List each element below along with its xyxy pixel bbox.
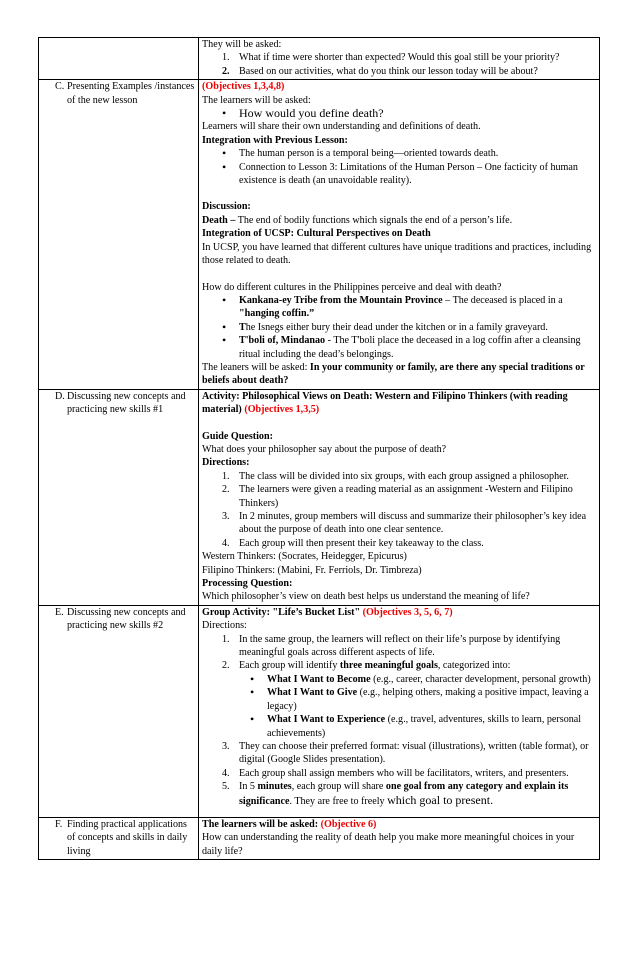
section-heading: Guide Question: bbox=[202, 430, 273, 442]
row-label-text: Discussing new concepts and practicing new skills #2 bbox=[67, 606, 186, 632]
section-heading: Integration with Previous Lesson: bbox=[202, 134, 348, 146]
row-f bbox=[39, 817, 600, 859]
bullet-icon: • bbox=[250, 685, 255, 700]
list-item: 4. Each group shall assign members who will be facilitators, writers, and presenters. bbox=[222, 767, 569, 779]
list-item: • What I Want to Experience (e.g., travel, adventures, skills to learn, personal achievements) bbox=[250, 712, 582, 739]
row-content: Activity: Philosophical Views on Death: Western and Filipino Thinkers (with reading material) (Objectives 1,3,5) Guide Question: What does your philosopher say about the purpose of death? Directions: 1. The class will be divided into six groups, with each group assigned a philosopher. 2. The learners were given a reading material as an assignment -Western and Filipino Thinkers) 3. In 2 minutes, group members will discuss and summarize their philosopher’s key idea about the purpose of death into one clear sentence. 4. Each group will then present their key takeaway to the class. Western Thinkers: (Socrates, Heidegger, Epicurus) Filipino Thinkers: (Mabini, Fr. Ferriols, Dr. Timbreza) Processing Question: Which philosopher’s view on death best helps us understand the meaning of life? bbox=[199, 389, 600, 605]
row-e bbox=[39, 605, 600, 817]
bullet-icon: • bbox=[250, 671, 255, 686]
bullet-icon: • bbox=[250, 712, 255, 727]
section-heading: Discussion: bbox=[202, 201, 251, 213]
objectives: (Objectives 1,3,4,8) bbox=[202, 81, 285, 93]
list-item: • The human person is a temporal being—oriented towards death. bbox=[222, 146, 499, 161]
list-item: 3. They can choose their preferred format: visual (illustrations), written (table format), or digital (Google Slides presentation). bbox=[222, 740, 589, 766]
row-label-text: Finding practical applications of concepts and skills in daily living bbox=[67, 818, 188, 857]
section-heading: Directions: bbox=[202, 457, 250, 469]
list-item: 2. The learners were given a reading material as an assignment -Western and Filipino Thinkers) bbox=[222, 484, 573, 509]
row-label-empty bbox=[39, 38, 199, 80]
row-d bbox=[39, 389, 600, 605]
section-heading: Processing Question: bbox=[202, 578, 293, 590]
list-item: 1. The class will be divided into six groups, with each group assigned a philosopher. bbox=[222, 470, 569, 482]
row-content bbox=[199, 38, 600, 80]
list-item: • What I Want to Become (e.g., career, character development, personal growth) bbox=[250, 671, 591, 686]
row-label-text: Discussing new concepts and practicing new skills #1 bbox=[67, 390, 186, 416]
row-content: Group Activity: "Life’s Bucket List" (Objectives 3, 5, 6, 7) Directions: 1. In the same group, the learners will reflect on their life’s purpose by identifying meaningful goals across different aspects of life. 2. Each group will identify three meaningful goals, categorized into: • What I Want to Become (e.g., career, character development, personal growth) • What I Want to Give (e.g., helping others, making a positive impact, leaving a legacy) • What I Want to Experience (e.g., travel, adventures, skills to learn, personal achievements) 3. They can choose their preferred format: visual (illustrations), written (table format), or digital (Google Slides presentation). 4. Each group shall assign members who will be facilitators, writers, and presenters. 5. In 5 minutes, each group will share one goal from any category and explain its significance. They are free to freely which goal to present. bbox=[199, 605, 600, 817]
section-heading: Integration of UCSP: Cultural Perspectives on Death bbox=[202, 228, 431, 240]
row-label: F. Finding practical applications of concepts and skills in daily living bbox=[39, 817, 199, 859]
list-item: • Connection to Lesson 3: Limitations of the Human Person – One facticity of human existence is death (an unavoidable reality). bbox=[222, 159, 578, 187]
list-item: 4. Each group will then present their key takeaway to the class. bbox=[222, 537, 484, 549]
list-item: 1. What if time were shorter than expected? Would this goal still be your priority? bbox=[222, 52, 560, 64]
row-continuation bbox=[39, 38, 600, 80]
list-item: 2. Each group will identify three meaningful goals, categorized into: bbox=[222, 660, 511, 672]
asked-intro: They will be asked: bbox=[202, 39, 282, 50]
lesson-plan-table bbox=[38, 37, 600, 860]
bullet-icon: • bbox=[222, 333, 227, 348]
list-item: 5. In 5 minutes, each group will share one goal from any category and explain its significance. They are free to freely which goal to present. bbox=[222, 781, 569, 807]
question-list bbox=[202, 51, 596, 78]
list-item: • T'boli of, Mindanao - The T'boli place the deceased in a log coffin after a cleansing ritual including the dead’s belongings. bbox=[222, 333, 581, 360]
bullet-icon: • bbox=[222, 106, 227, 121]
row-label: C. Presenting Examples /instances of the new lesson bbox=[39, 80, 199, 390]
row-label: D. Discussing new concepts and practicing new skills #1 bbox=[39, 389, 199, 605]
bullet-icon: • bbox=[222, 159, 227, 174]
list-item: • How would you define death? bbox=[222, 106, 384, 121]
list-item: • Kankana-ey Tribe from the Mountain Province – The deceased is placed in a "hanging coffin.” bbox=[222, 292, 563, 320]
list-item: • The Isnegs either bury their dead under the kitchen or in a family graveyard. bbox=[222, 319, 548, 334]
list-item: 2. Based on our activities, what do you think our lesson today will be about? bbox=[222, 65, 538, 77]
row-label-text: Presenting Examples /instances of the new lesson bbox=[67, 81, 195, 106]
bullet-icon: • bbox=[222, 292, 227, 307]
row-label: E. Discussing new concepts and practicing new skills #2 bbox=[39, 605, 199, 817]
row-content: (Objectives 1,3,4,8) The learners will be asked: • How would you define death? Learners will share their own understanding and definitions of death. Integration with Previous Lesson: • The human person is a temporal being—oriented towards death. • Connection to Lesson 3: Limitations of the Human Person – One facticity of human existence is death (an unavoidable reality). Discussion: Death – The end of bodily functions which signals the end of a person’s life. Integration of UCSP: Cultural Perspectives on Death In UCSP, you have learned that different cultures have unique traditions and practices, including those related to death. How do different cultures in the Philippines perceive and deal with death? • Kankana-ey Tribe from the Mountain Province – The deceased is placed in a "hanging coffin.” • The Isnegs either bury their dead under the kitchen or in a family graveyard. • T'boli of, Mindanao - The T'boli place the deceased in a log coffin after a cleansing ritual including the dead’s belongings. The leaners will be asked: In your community or family, are there any special traditions or beliefs about death? bbox=[199, 80, 600, 390]
row-content: The learners will be asked: (Objective 6) How can understanding the reality of death help you make more meaningful choices in your daily life? bbox=[199, 817, 600, 859]
list-item: 1. In the same group, the learners will reflect on their life’s purpose by identifying meaningful goals across different aspects of life. bbox=[222, 633, 561, 659]
list-item: 3. In 2 minutes, group members will discuss and summarize their philosopher’s key idea about the purpose of death into one clear sentence. bbox=[222, 511, 587, 536]
bullet-icon: • bbox=[222, 146, 227, 161]
list-item: • What I Want to Give (e.g., helping others, making a positive impact, leaving a legacy) bbox=[250, 685, 589, 712]
bullet-icon: • bbox=[222, 319, 227, 334]
row-c bbox=[39, 80, 600, 390]
